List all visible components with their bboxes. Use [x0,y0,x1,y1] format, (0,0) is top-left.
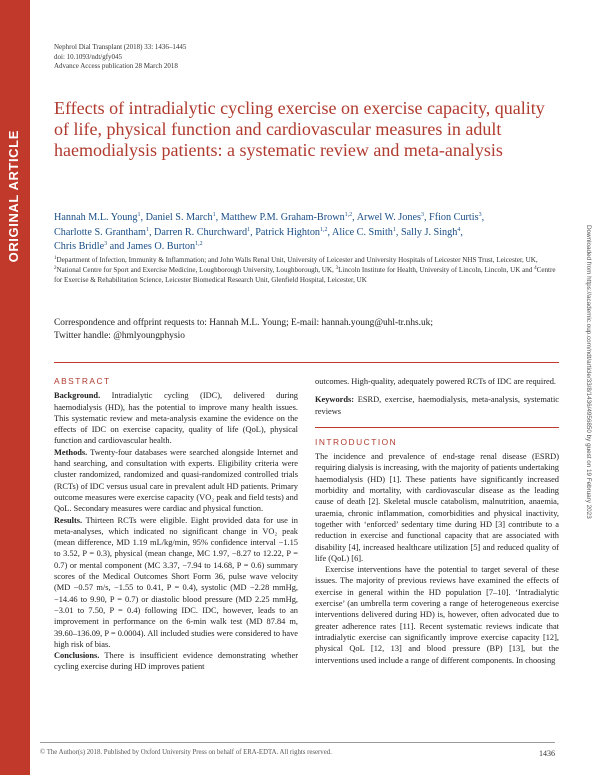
abstract-background: Background. Intradialytic cycling (IDC), delivered during haemodialysis (HD), has the potential to improve many health issues. This systematic review and meta-analysis examine the evidence on the effects of IDC on exercise capacity, quality of life (QoL), physical function and cardiovascular health. [54,391,298,446]
abstract-heading: ABSTRACT [54,376,111,386]
footer-divider [40,742,555,743]
journal-header [54,43,186,72]
author[interactable]: Hannah M.L. Young$^1$ [54,212,141,223]
publication-date: Advance Access publication 28 March 2018 [54,62,178,70]
correspondence-line: Correspondence and offprint requests to: Hannah M.L. Young; E-mail: hannah.young@uhl-tr.nhs.uk; [54,318,433,328]
author[interactable]: Sally J. Singh$^4$ [400,226,461,238]
abstract-column [54,376,298,673]
author[interactable]: Matthew P.M. Graham-Brown$^{1,2}$ [220,212,353,223]
author[interactable]: Darren R. Churchward$^1$ [154,226,251,238]
affiliations: $^1$Department of Infection, Immunity & Inflammation; and John Walls Renal Unit, University of Leicester and University Hospitals of Leicester NHS Trust, Leicester, UK, $^2$National Centre for Sport and Exercise Medicine, Loughborough University, Loughborough, UK, $^3$Lincoln Institute for Health, University of Lincoln, Lincoln, UK and $^4$Centre for Exercise & Rehabilitation Science, Leicester Biomedical Research Unit, Glenfield Hospital, Leicester, UK [54,256,556,284]
journal-citation: Nephrol Dial Transplant (2018) 33: 1436–1445 [54,43,187,51]
author[interactable]: Ffion Curtis$^3$ [429,212,482,223]
article-title: Effects of intradialytic cycling exercise on exercise capacity, quality of life, physical function and cardiovascular measures in adult haemodialysis patients: a systematic review and meta-analysis [54,98,545,160]
section-divider [315,427,559,428]
page-number: 1436 [539,749,555,758]
author[interactable]: Patrick Highton$^{1,2}$ [255,226,328,238]
author[interactable]: Alice C. Smith$^1$ [332,226,396,238]
article-type-label: ORIGINAL ARTICLE [6,130,21,263]
abstract-conclusions: Conclusions. There is insufficient evidence demonstrating whether cycling exercise during HD improves patient [54,651,298,672]
twitter-handle: Twitter handle: @hmlyoungphysio [54,330,185,341]
author-list: Hannah M.L. Young$^1$, Daniel S. March$^1$, Matthew P.M. Graham-Brown$^{1,2}$, Arwel W. Jones$^3$, Ffion Curtis$^3$, Charlotte S. Grantham$^1$, Darren R. Churchward$^1$, Patrick Highton$^{1,2}$, Alice C. Smith$^1$, Sally J. Singh$^4$, Chris Bridle$^3$ and James O. Burton$^{1,2}$ [54,212,485,252]
introduction-heading: INTRODUCTION [315,436,398,447]
download-notice: Downloaded from https://academic.oup.com/ndt/article/33/8/1436/4956850 by guest on 19 February 2023 [585,225,592,519]
abstract-results: Results. Thirteen RCTs were eligible. Eight provided data for use in meta-analyses, which indicated no significant change in VO₂ peak (mean difference, MD 1.19 mL/kg/min, 95% confidence interval −1.15 to 3.52, P = 0.3), physical (mean change, MC 1.97, −8.27 to 12.22, P = 0.7) or mental component (MC 3.37, −7.94 to 14.68, P = 0.6) summary scores of the Medical Outcomes Short Form 36, pulse wave velocity (MD −0.57 m/s, −1.55 to 0.41, P = 0.4), systolic (MD −2.28 mmHg, −14.46 to 9.90, P = 0.7) or diastolic blood pressure (MD 2.25 mmHg, −3.01 to 7.50, P = 0.4) following IDC. IDC, however, leads to an improvement in performance on the 6-min walk test (MD 87.84 m, 39.60–136.09, P = 0.0004). All included studies were considered to have high risk of bias. [54,515,298,649]
doi-link[interactable]: doi: 10.1093/ndt/gfy045 [54,52,123,61]
intro-paragraph-1: The incidence and prevalence of end-stage renal disease (ESRD) requiring dialysis is increasing, with the majority of patients undertaking haemodialysis (HD) [1]. These patients have significantly increased morbidity and mortality, with cardiovascular disease as the leading cause of death [2]. Skeletal muscle catabolism, malnutrition, anaemia, uraemia, chronic inflammation, comorbidities and physical inactivity, together with ‘enforced’ sedentary time during HD [3] contribute to a reduction in exercise and functional capacity that are associated with disability [4], increased healthcare utilization [5] and reduced quality of life (QoL) [6]. [315,452,559,563]
abstract-continued: outcomes. High-quality, adequately powered RCTs of IDC are required. [315,377,556,386]
section-divider [54,362,559,363]
right-column [315,376,559,666]
keywords: Keywords: ESRD, exercise, haemodialysis, meta-analysis, systematic reviews [315,395,559,416]
sidebar [0,0,30,775]
author[interactable]: Chris Bridle$^3$ [54,241,108,252]
abstract-methods: Methods. Twenty-four databases were searched alongside Internet and hand searching, and consultation with experts. Eligibility criteria were cluster randomized, randomized and quasi-randomized controlled trials (RCTs) of IDC versus usual care in prevalent adult HD patients. Primary outcome measures were exercise capacity (VO₂ peak and field tests) and QoL. Secondary measures were cardiac and physical function. [54,447,298,514]
author[interactable]: Daniel S. March$^1$ [145,212,216,223]
correspondence [54,317,559,342]
author[interactable]: James O. Burton$^{1,2}$ [126,241,203,252]
author[interactable]: Arwel W. Jones$^3$ [356,212,424,223]
author[interactable]: Charlotte S. Grantham$^1$ [54,226,149,238]
copyright: © The Author(s) 2018. Published by Oxford University Press on behalf of ERA-EDTA. All rights reserved. [40,749,332,756]
intro-paragraph-2: Exercise interventions have the potential to target several of these issues. The majority of previous reviews have examined the effects of exercise in general within the HD population [7–10]. ‘Intradialytic exercise’ (an umbrella term covering a range of heterogeneous exercise interventions delivered during HD) is, however, often advocated due to greater adherence rates [11]. Recent systematic reviews indicate that intradialytic exercise can significantly improve exercise capacity [12], physical QoL [12, 13] and blood pressure (BP) [13], but the interventions used include a range of different components. In choosing [315,565,559,665]
